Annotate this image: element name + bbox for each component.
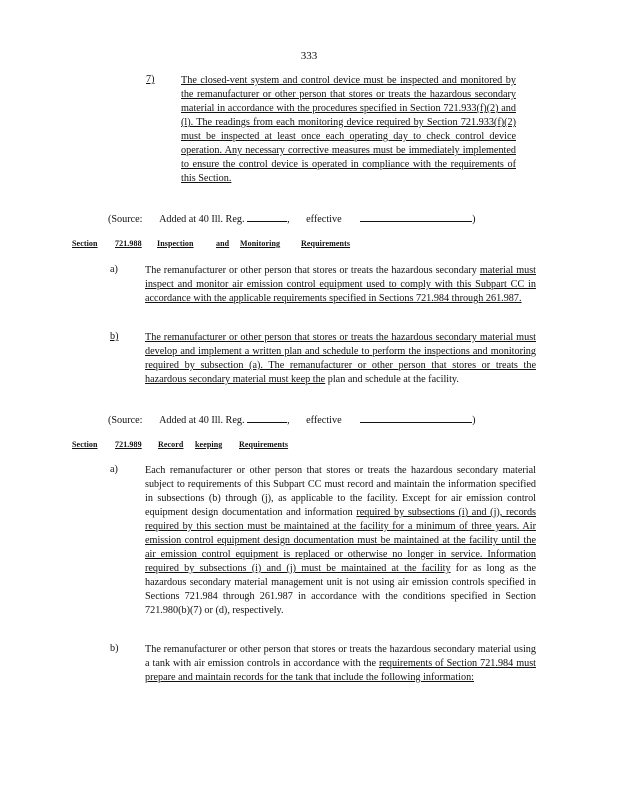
section-988-a-plain: The remanufacturer or other person that stores or treats the hazardous secondary xyxy=(145,265,477,276)
section-989-a-part-2: required by subsections (i) and (j), records required by this section must be maintained at the facility for a minimum of three years. Air emission control equipment design documentation must be maintained at the facility until the air emission control equipment is replaced or otherwise no longer in service. Information required by subsections (i) and (j) must be maintained at the facility xyxy=(145,507,537,574)
item-7-text xyxy=(181,74,516,186)
source-close: ) xyxy=(472,214,476,225)
source-text: Added at 40 Ill. Reg. xyxy=(159,214,245,225)
section-988-b-marker: b) xyxy=(110,331,119,342)
source-text: Added at 40 Ill. Reg. xyxy=(159,415,245,426)
section-989-a-marker: a) xyxy=(110,464,118,475)
section-988-b-underlined: The remanufacturer or other person that stores or treats the hazardous secondary material must develop and implement a written plan and schedule to perform the inspections and monitoring required by subsection (a). The remanufacturer or other person that stores or treats the hazardous secondary material must keep the xyxy=(145,332,536,385)
section-988-a-marker: a) xyxy=(110,264,118,275)
register-blank xyxy=(247,211,287,222)
section-title-word: and xyxy=(216,239,230,248)
section-word: Section xyxy=(72,440,98,449)
section-988-b-text xyxy=(145,331,536,387)
source-note-2: (Source: Added at 40 Ill. Reg. , effective ) xyxy=(108,412,488,426)
source-close: ) xyxy=(472,415,476,426)
section-title-word: keeping xyxy=(195,440,223,449)
section-title-word: Requirements xyxy=(301,239,351,248)
section-989-b-plain: The remanufacturer or other person that stores or treats the hazardous secondary material using a tank with air emission controls in accordance with the xyxy=(145,644,536,669)
section-989-b-text xyxy=(145,643,536,685)
section-989-b-marker: b) xyxy=(110,643,119,654)
section-number: 721.988 xyxy=(115,239,142,248)
section-989-a-part-1: Each remanufacturer or other person that stores or treats the hazardous secondary material subject to requirements of this Subpart CC must record and maintain the information specified in subsections (b) through (j), as applicable to the facility. Except for air emission control equipment design documentation and information xyxy=(145,465,536,518)
source-prefix: (Source: xyxy=(108,415,143,426)
section-988-b-plain: plan and schedule at the facility. xyxy=(327,374,459,385)
page-number: 333 xyxy=(300,50,318,62)
section-989-a-text xyxy=(145,464,536,618)
section-title-word: Inspection xyxy=(157,239,194,248)
item-7-marker: 7) xyxy=(146,74,155,85)
section-number: 721.989 xyxy=(115,440,142,449)
section-title-word: Requirements xyxy=(239,440,289,449)
section-title-word: Monitoring xyxy=(240,239,281,248)
register-blank xyxy=(247,412,287,423)
source-effective: effective xyxy=(306,214,342,225)
item-7-body: The closed-vent system and control device must be inspected and monitored by the remanufacturer or other person that stores or treats the hazardous secondary material in accordance with the procedures specified in Section 721.933(f)(2) and (l). The readings from each monitoring device required by Section 721.933(f)(2) must be inspected at least once each operating day to check control device operation. Any necessary corrective measures must be immediately implemented to ensure the control device is operated in compliance with the requirements of this Section. xyxy=(181,75,516,184)
source-note-1: (Source: Added at 40 Ill. Reg. , effective ) xyxy=(108,211,488,225)
section-word: Section xyxy=(72,239,98,248)
effective-date-blank xyxy=(360,412,472,423)
section-988-a-text xyxy=(145,264,536,306)
source-prefix: (Source: xyxy=(108,214,143,225)
section-989-b-underlined: requirements of Section 721.984 must prepare and maintain records for the tank that include the following information: xyxy=(145,658,537,683)
effective-date-blank xyxy=(360,211,472,222)
source-effective: effective xyxy=(306,415,342,426)
section-988-a-underlined: material must inspect and monitor air emission control equipment used to comply with this Subpart CC in accordance with the applicable requirements specified in Sections 721.984 through 261.987. xyxy=(145,265,537,304)
section-989-a-part-3: for as long as the hazardous secondary material management unit is not using air emission controls specified in Sections 721.984 through 261.987 in accordance with the conditions specified in Section 721.980(b)(7) or (d), respectively. xyxy=(145,563,536,616)
section-title-word: Record xyxy=(158,440,184,449)
